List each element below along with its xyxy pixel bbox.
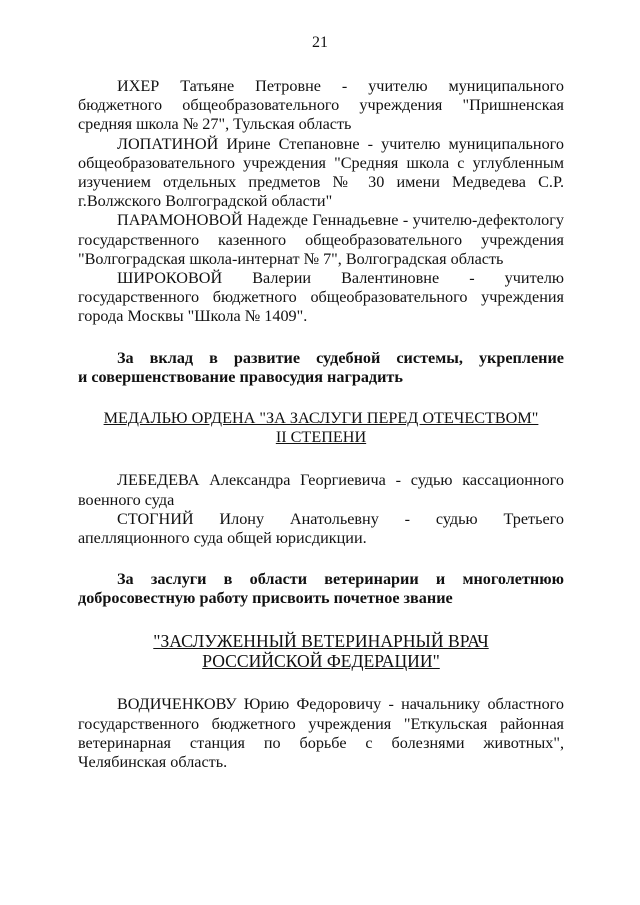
entry-line: Челябинская область. [78,753,228,772]
entry-lopatina [78,135,564,212]
entry-line: ШИРОКОВОЙ Валерии Валентиновне - учителю [117,269,564,288]
award-line: РОССИЙСКОЙ ФЕДЕРАЦИИ" [202,651,440,672]
entry-line: ВОДИЧЕНКОВУ Юрию Федоровичу - начальнику областного [117,695,564,714]
entry-shirokova [78,269,564,327]
entry-line: ИХЕР Татьяне Петровне - учителю муниципального [117,77,564,95]
entry-line: государственного бюджетного общеобразовательного учреждения [78,288,564,307]
award-line: II СТЕПЕНИ [275,428,367,447]
section-heading-veterinary [78,570,564,608]
entry-line: ветеринарная станция по борьбе с болезнями животных", [78,733,564,752]
heading-line: добросовестную работу присвоить почетное звание [78,589,453,608]
award-line: МЕДАЛЬЮ ОРДЕНА "ЗА ЗАСЛУГИ ПЕРЕД ОТЕЧЕСТВОМ" [103,409,539,428]
entry-iher [78,77,564,135]
entry-line: апелляционного суда общей юрисдикции. [78,529,367,548]
section-heading-judicial [78,349,564,387]
entry-line: средняя школа № 27", Тульская область [78,115,352,134]
entry-line: "Волгоградская школа-интернат № 7", Волгоградская область [78,249,504,268]
entry-line: ЛЕБЕДЕВА Александра Георгиевича - судью кассационного [117,471,564,490]
entry-line: государственного бюджетного учреждения "Еткульская районная [78,714,564,733]
entry-line: СТОГНИЙ Илону Анатольевну - судью Третьего [117,509,564,528]
entry-line: общеобразовательного учреждения "Средняя школа с углубленным [78,153,564,172]
entry-vodichenkov [78,695,564,772]
entry-line: бюджетного общеобразовательного учреждения "Пришненская [78,96,564,115]
heading-line: За вклад в развитие судебной системы, укрепление [117,348,564,367]
page-number: 21 [312,34,328,51]
entry-line: изучением отдельных предметов № 30 имени Медведева С.Р. [78,173,564,192]
heading-line: и совершенствование правосудия наградить [78,367,403,386]
document-body [78,77,564,772]
entry-line: военного суда [78,490,175,509]
entry-paramonova [78,211,564,269]
heading-line: За заслуги в области ветеринарии и многолетнюю [117,570,564,589]
entry-line: ЛОПАТИНОЙ Ирине Степановне - учителю муниципального [117,134,564,153]
entry-line: ПАРАМОНОВОЙ Надежде Геннадьевне - учителю-дефектологу [117,211,564,230]
entry-line: государственного казенного общеобразовательного учреждения [78,230,564,249]
award-line: "ЗАСЛУЖЕННЫЙ ВЕТЕРИНАРНЫЙ ВРАЧ [153,630,489,651]
award-title-medal [78,409,564,447]
award-title-honorary [78,631,564,672]
entry-stogniy [78,510,564,548]
entry-line: г.Волжского Волгоградской области" [78,192,333,211]
entry-lebedev [78,471,564,509]
entry-line: города Москвы "Школа № 1409". [78,307,308,326]
